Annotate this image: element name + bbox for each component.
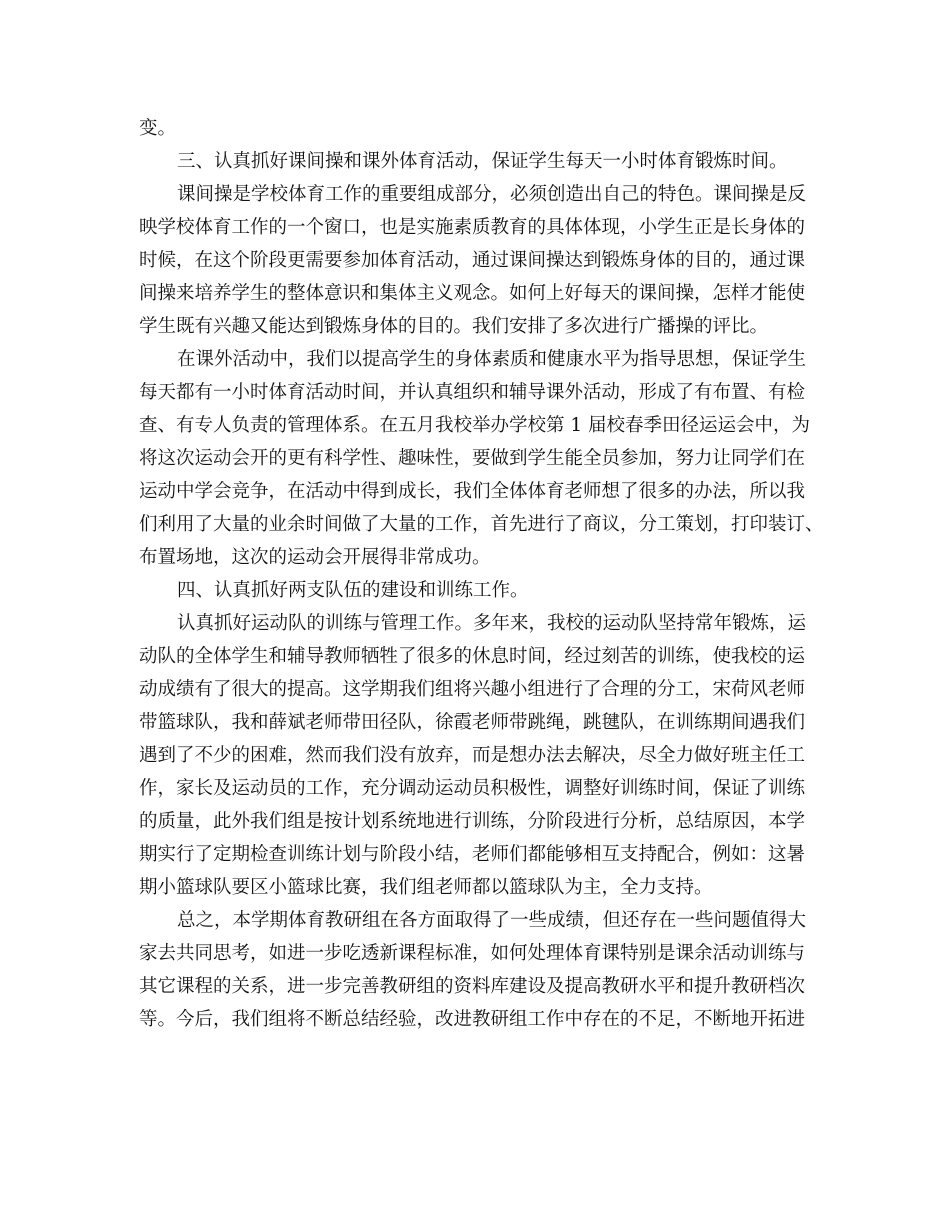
text-line: 每天都有一小时体育活动时间，并认真组织和辅导课外活动，形成了有布置、有检	[139, 382, 806, 403]
text-line: 运动中学会竞争，在活动中得到成长，我们全体体育老师想了很多的办法，所以我	[139, 481, 806, 502]
text-line: 认真抓好运动队的训练与管理工作。多年来，我校的运动队坚持常年锻炼，运	[177, 613, 807, 634]
text-line: 期实行了定期检查训练计划与阶段小结，老师们都能够相互支持配合，例如：这暑	[139, 844, 806, 865]
text-line: 将这次运动会开的更有科学性、趣味性，要做到学生能全员参加，努力让同学们在	[139, 448, 806, 469]
text-line: 们利用了大量的业余时间做了大量的工作，首先进行了商议，分工策划，打印装订、	[139, 514, 824, 535]
text-line: 时候，在这个阶段更需要参加体育活动，通过课间操达到锻炼身体的目的，通过课	[139, 250, 806, 271]
text-line: 总之，本学期体育教研组在各方面取得了一些成绩，但还存在一些问题值得大	[177, 910, 807, 931]
text-line: 变。	[139, 118, 177, 139]
document-body	[139, 112, 824, 1036]
text-line: 布置场地，这次的运动会开展得非常成功。	[139, 547, 491, 568]
text-line: 等。今后，我们组将不断总结经验，改进教研组工作中存在的不足，不断地开拓进	[139, 1009, 806, 1030]
text-line: 学生既有兴趣又能达到锻炼身体的目的。我们安排了多次进行广播操的评比。	[139, 316, 769, 337]
text-line: 动队的全体学生和辅导教师牺牲了很多的休息时间，经过刻苦的训练，使我校的运	[139, 646, 806, 667]
text-line: 三、认真抓好课间操和课外体育活动，保证学生每天一小时体育锻炼时间。	[177, 151, 788, 172]
text-line: 课间操是学校体育工作的重要组成部分，必须创造出自己的特色。课间操是反	[177, 184, 807, 205]
text-line: 作，家长及运动员的工作，充分调动运动员积极性，调整好训练时间，保证了训练	[139, 778, 806, 799]
text-line: 查、有专人负责的管理体系。在五月我校举办学校第 1 届校春季田径运运会中，为	[139, 415, 811, 436]
text-line: 其它课程的关系，进一步完善教研组的资料库建设及提高教研水平和提升教研档次	[139, 976, 806, 997]
text-line: 遇到了不少的困难，然而我们没有放弃，而是想办法去解决，尽全力做好班主任工	[139, 745, 806, 766]
text-line: 的质量，此外我们组是按计划系统地进行训练，分阶段进行分析，总结原因，本学	[139, 811, 806, 832]
text-line: 四、认真抓好两支队伍的建设和训练工作。	[177, 580, 529, 601]
text-line: 间操来培养学生的整体意识和集体主义观念。如何上好每天的课间操，怎样才能使	[139, 283, 806, 304]
text-line: 家去共同思考，如进一步吃透新课程标准，如何处理体育课特别是课余活动训练与	[139, 943, 806, 964]
text-line: 期小篮球队要区小篮球比赛，我们组老师都以篮球队为主，全力支持。	[139, 877, 713, 898]
text-line: 动成绩有了很大的提高。这学期我们组将兴趣小组进行了合理的分工，宋荷风老师	[139, 679, 806, 700]
text-line: 在课外活动中，我们以提高学生的身体素质和健康水平为指导思想，保证学生	[177, 349, 807, 370]
text-line: 映学校体育工作的一个窗口，也是实施素质教育的具体体现，小学生正是长身体的	[139, 217, 806, 238]
text-line: 带篮球队，我和薛斌老师带田径队，徐霞老师带跳绳，跳毽队，在训练期间遇我们	[139, 712, 806, 733]
